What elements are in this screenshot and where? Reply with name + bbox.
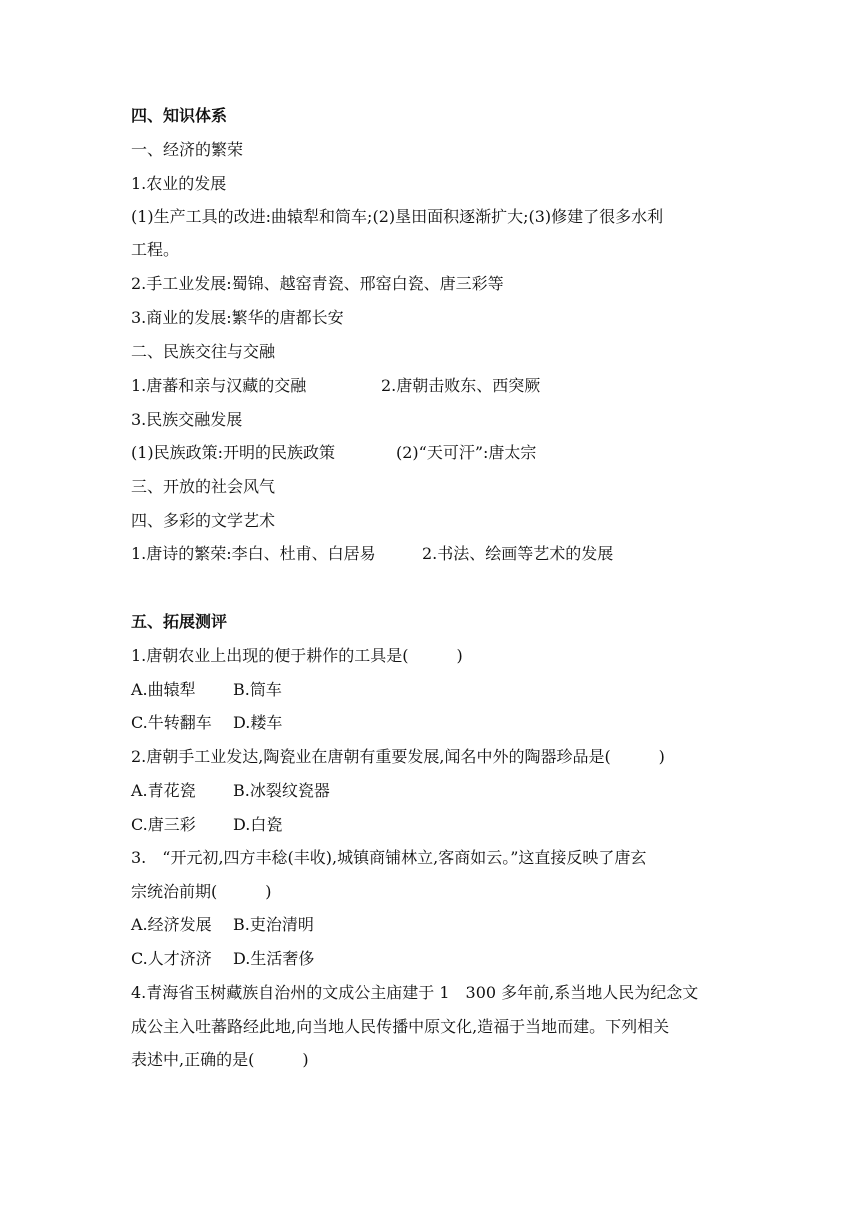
- question-3-option-c: C.人才济济: [131, 949, 212, 968]
- question-3-options-row-2: [131, 948, 760, 970]
- question-2: 2.唐朝手工业发达,陶瓷业在唐朝有重要发展,闻名中外的陶器珍品是( ): [131, 747, 665, 766]
- question-3-line-2: 宗统治前期( ): [131, 882, 272, 901]
- agriculture-heading: 1.农业的发展: [131, 174, 227, 193]
- part-2-heading: 二、民族交往与交融: [131, 342, 276, 361]
- ethnic-item-2: 2.唐朝击败东、西突厥: [381, 376, 541, 395]
- question-2-option-b: B.冰裂纹瓷器: [233, 781, 330, 800]
- commerce-line: 3.商业的发展:繁华的唐都长安: [131, 308, 344, 327]
- question-1-option-a: A.曲辕犁: [131, 680, 196, 699]
- section-5-heading: 五、拓展测评: [131, 612, 228, 631]
- question-2-option-a: A.青花瓷: [131, 781, 196, 800]
- ethnic-item-1: 1.唐蕃和亲与汉藏的交融: [131, 376, 307, 395]
- art-item-1: 1.唐诗的繁荣:李白、杜甫、白居易: [131, 544, 376, 563]
- question-2-option-c: C.唐三彩: [131, 815, 196, 834]
- question-3-option-d: D.生活奢侈: [233, 949, 315, 968]
- agriculture-items-line-2: 工程。: [131, 240, 180, 259]
- question-1-option-b: B.筒车: [233, 680, 282, 699]
- question-3-options-row-1: [131, 914, 760, 936]
- part-1-heading: 一、经济的繁荣: [131, 140, 244, 159]
- part-3-heading: 三、开放的社会风气: [131, 477, 276, 496]
- question-1-option-c: C.牛转翻车: [131, 713, 212, 732]
- art-row: [131, 543, 760, 565]
- art-item-2: 2.书法、绘画等艺术的发展: [422, 544, 614, 563]
- policy-item-1: (1)民族政策:开明的民族政策: [131, 443, 336, 462]
- policy-item-2: (2)“天可汗”:唐太宗: [396, 443, 537, 462]
- question-2-option-d: D.白瓷: [233, 815, 283, 834]
- question-3-option-b: B.吏治清明: [233, 915, 314, 934]
- section-4-heading: 四、知识体系: [131, 106, 228, 125]
- question-4-line-3: 表述中,正确的是( ): [131, 1050, 309, 1069]
- question-4-line-2: 成公主入吐蕃路经此地,向当地人民传播中原文化,造福于当地而建。下列相关: [131, 1017, 670, 1036]
- ethnic-item-3: 3.民族交融发展: [131, 410, 243, 429]
- question-1-options-row-2: [131, 712, 760, 734]
- question-4-line-1: 4.青海省玉树藏族自治州的文成公主庙建于 1 300 多年前,系当地人民为纪念文: [131, 983, 699, 1002]
- question-3-line-1: 3. “开元初,四方丰稔(丰收),城镇商铺林立,客商如云。”这直接反映了唐玄: [131, 848, 647, 867]
- question-2-options-row-2: [131, 814, 760, 836]
- handicraft-line: 2.手工业发展:蜀锦、越窑青瓷、邢窑白瓷、唐三彩等: [131, 274, 504, 293]
- question-1-option-d: D.耧车: [233, 713, 283, 732]
- part-4-heading: 四、多彩的文学艺术: [131, 511, 276, 530]
- policy-row: [131, 442, 760, 464]
- agriculture-items-line-1: (1)生产工具的改进:曲辕犁和筒车;(2)垦田面积逐渐扩大;(3)修建了很多水利: [131, 207, 664, 226]
- ethnic-row: [131, 375, 760, 397]
- question-1: 1.唐朝农业上出现的便于耕作的工具是( ): [131, 646, 463, 665]
- question-2-options-row-1: [131, 780, 760, 802]
- question-1-options-row-1: [131, 679, 760, 701]
- question-3-option-a: A.经济发展: [131, 915, 212, 934]
